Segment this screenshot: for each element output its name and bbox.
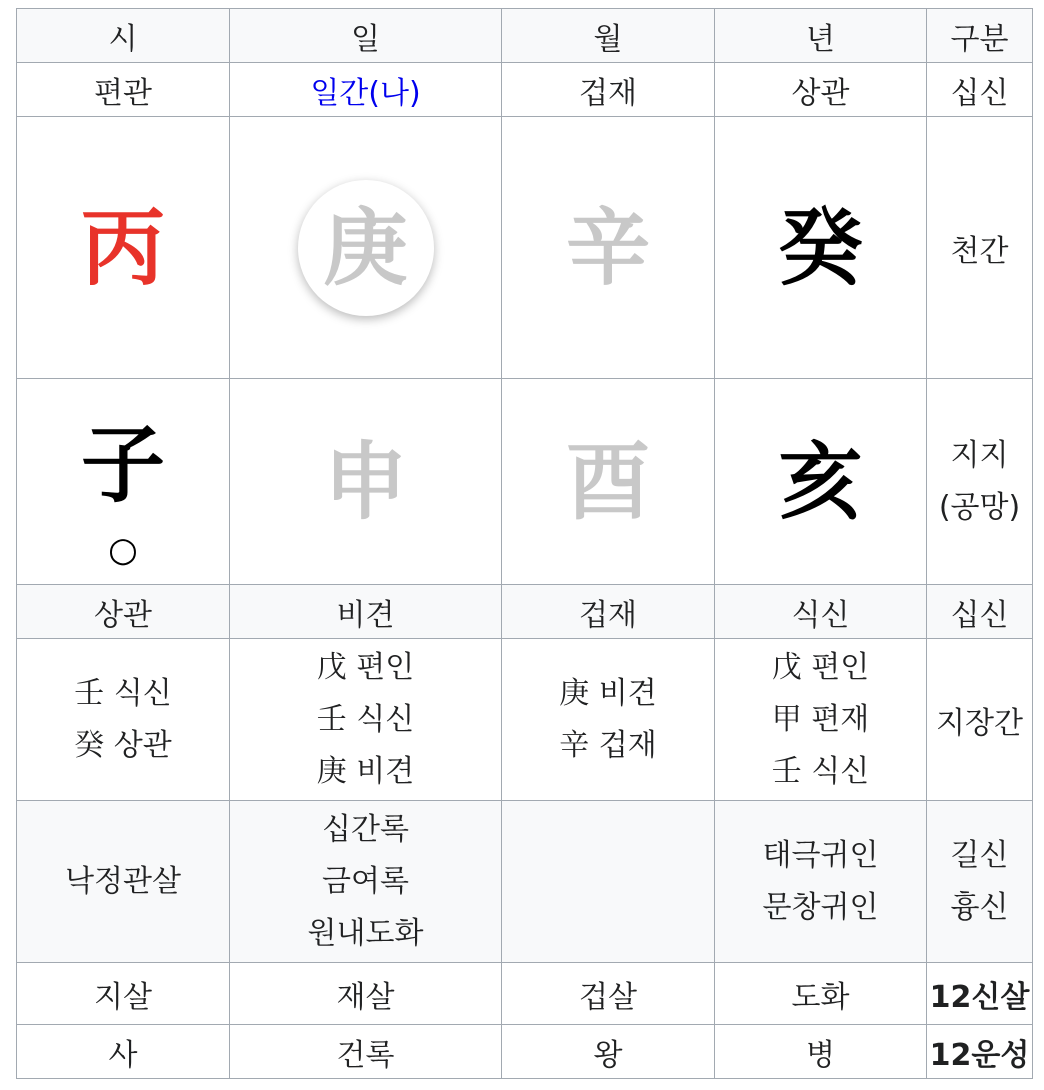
hidden-stem-item: 壬 식신 xyxy=(316,701,415,737)
header-hour: 시 xyxy=(17,9,230,63)
unseong-hour: 사 xyxy=(17,1025,230,1079)
sinsal-day: 재살 xyxy=(230,963,502,1025)
spirits-row xyxy=(17,801,1033,963)
hidden-stems-label: 지장간 xyxy=(927,639,1033,801)
spirits-day xyxy=(230,801,502,963)
earthly-branch-label xyxy=(927,379,1033,585)
branch-month-cell xyxy=(502,379,715,585)
stem-day-cell xyxy=(230,117,502,379)
stem-hour-cell xyxy=(17,117,230,379)
day-master-link[interactable]: 일간(나) xyxy=(230,63,502,117)
hidden-stem-item: 庚 비견 xyxy=(316,753,415,789)
hidden-stems-year xyxy=(715,639,927,801)
kongmang-circle-icon: ○ xyxy=(108,529,138,570)
stem-hour: 丙 xyxy=(80,198,165,297)
stem-month: 辛 xyxy=(565,198,650,297)
stem-year: 癸 xyxy=(778,198,863,297)
stem-day: 庚 xyxy=(323,198,408,297)
hidden-stems-month xyxy=(502,639,715,801)
auspicious-label: 길신 xyxy=(950,837,1009,873)
branch-label-line: 지지 xyxy=(950,437,1009,473)
header-year: 년 xyxy=(715,9,927,63)
sinsal-year: 도화 xyxy=(715,963,927,1025)
spirit-item: 태극귀인 xyxy=(762,837,879,873)
pillar-header-row xyxy=(17,9,1033,63)
twelve-unseong-row xyxy=(17,1025,1033,1079)
unseong-year: 병 xyxy=(715,1025,927,1079)
branch-month: 酉 xyxy=(565,432,650,531)
heavenly-stem-label: 천간 xyxy=(927,117,1033,379)
inauspicious-label: 흉신 xyxy=(950,889,1009,925)
spirits-hour xyxy=(17,801,230,963)
hidden-stem-item: 戊 편인 xyxy=(316,649,415,685)
stem-ten-god-hour: 편관 xyxy=(17,63,230,117)
stem-ten-god-year: 상관 xyxy=(715,63,927,117)
twelve-unseong-label: 12운성 xyxy=(927,1025,1033,1079)
hidden-stem-item: 壬 식신 xyxy=(771,753,870,789)
branch-ten-god-day: 비견 xyxy=(230,585,502,639)
branch-ten-gods-row xyxy=(17,585,1033,639)
heavenly-stems-row xyxy=(17,117,1033,379)
branch-year-cell xyxy=(715,379,927,585)
stem-month-cell xyxy=(502,117,715,379)
branch-day-cell xyxy=(230,379,502,585)
spirit-item: 문창귀인 xyxy=(762,889,879,925)
spirit-item: 십간록 xyxy=(322,811,409,847)
saju-table xyxy=(16,8,1033,1079)
branch-hour: 子 xyxy=(80,415,165,514)
header-category: 구분 xyxy=(927,9,1033,63)
branch-ten-god-year: 식신 xyxy=(715,585,927,639)
unseong-month: 왕 xyxy=(502,1025,715,1079)
hidden-stems-day xyxy=(230,639,502,801)
spirits-month xyxy=(502,801,715,963)
spirit-item: 원내도화 xyxy=(307,915,424,951)
branch-year: 亥 xyxy=(778,432,863,531)
earthly-branches-row xyxy=(17,379,1033,585)
kongmang-label-line: (공망) xyxy=(938,489,1021,525)
branch-ten-god-month: 겁재 xyxy=(502,585,715,639)
unseong-day: 건록 xyxy=(230,1025,502,1079)
hidden-stems-hour xyxy=(17,639,230,801)
branch-hour-cell xyxy=(17,379,230,585)
twelve-sinsal-row xyxy=(17,963,1033,1025)
hidden-stem-item: 戊 편인 xyxy=(771,649,870,685)
spirit-item: 금여록 xyxy=(322,863,409,899)
spirits-label xyxy=(927,801,1033,963)
twelve-sinsal-label: 12신살 xyxy=(927,963,1033,1025)
ten-gods-label: 십신 xyxy=(927,63,1033,117)
spirit-item: 낙정관살 xyxy=(65,863,181,899)
stem-year-cell xyxy=(715,117,927,379)
stem-ten-god-month: 겁재 xyxy=(502,63,715,117)
hidden-stem-item: 壬 식신 xyxy=(74,675,172,711)
hidden-stems-row xyxy=(17,639,1033,801)
day-master-circle xyxy=(298,180,434,316)
spirits-year xyxy=(715,801,927,963)
hidden-stem-item: 辛 겁재 xyxy=(559,727,657,763)
header-day: 일 xyxy=(230,9,502,63)
stem-ten-gods-row xyxy=(17,63,1033,117)
branch-ten-god-hour: 상관 xyxy=(17,585,230,639)
sinsal-month: 겁살 xyxy=(502,963,715,1025)
hidden-stem-item: 甲 편재 xyxy=(771,701,870,737)
hidden-stem-item: 癸 상관 xyxy=(74,727,172,763)
header-month: 월 xyxy=(502,9,715,63)
branch-ten-gods-label: 십신 xyxy=(927,585,1033,639)
branch-day: 申 xyxy=(323,432,408,531)
sinsal-hour: 지살 xyxy=(17,963,230,1025)
hidden-stem-item: 庚 비견 xyxy=(559,675,657,711)
